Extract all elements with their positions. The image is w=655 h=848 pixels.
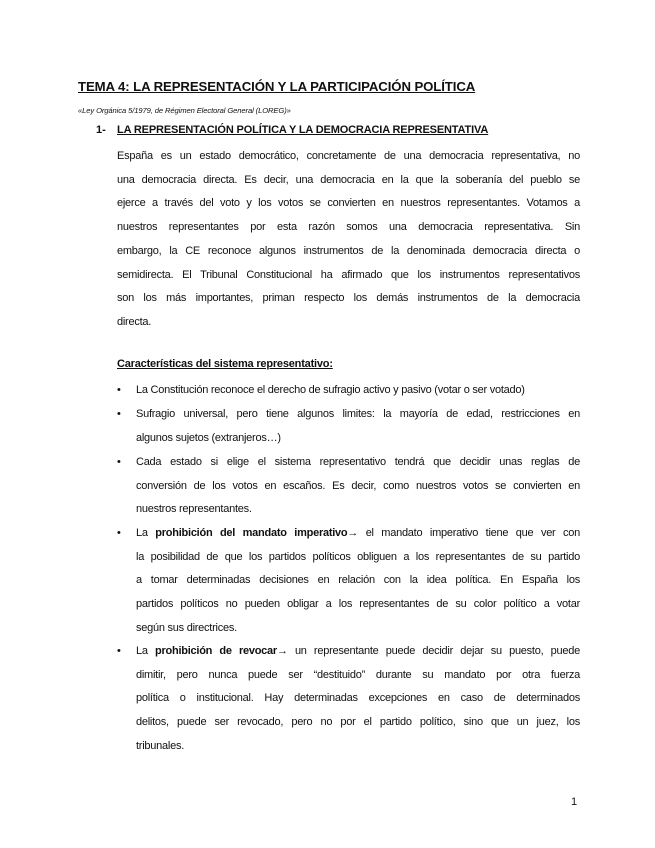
bullet-line: nuestros representantes. bbox=[136, 503, 252, 516]
bullet-marker: • bbox=[117, 408, 121, 420]
characteristics-heading: Características del sistema representativo: bbox=[117, 358, 333, 370]
bullet-line: a tomar determinadas decisiones en relación con la idea política. En España los bbox=[136, 574, 580, 587]
bullet-marker: • bbox=[117, 384, 121, 396]
bullet-marker: • bbox=[117, 645, 121, 657]
bullet-line: conversión de los votos en escaños. Es decir, como nuestros votos se convierten en bbox=[136, 479, 580, 492]
bullet-bold-term: prohibición de revocar bbox=[155, 645, 277, 657]
bullet-bold-term: prohibición del mandato imperativo bbox=[155, 527, 348, 539]
paragraph-line: nuestros representantes por esta razón somos una democracia representativa. Sin bbox=[117, 221, 580, 234]
paragraph-line: directa. bbox=[117, 315, 152, 328]
section-number: 1- bbox=[96, 124, 106, 136]
bullet-line: Sufragio universal, pero tiene algunos limites: la mayoría de edad, restricciones en bbox=[136, 408, 580, 420]
bullet-line: política o institucional. Hay determinadas excepciones en caso de determinados bbox=[136, 692, 580, 705]
bullet-line: según sus directrices. bbox=[136, 621, 237, 634]
bullet-lead: La bbox=[136, 527, 148, 539]
bullet-line: delitos, puede ser revocado, pero no por el partido político, sino que un juez, los bbox=[136, 716, 580, 729]
bullet-line: algunos sujetos (extranjeros…) bbox=[136, 431, 281, 444]
bullet-line: tribunales. bbox=[136, 739, 185, 752]
bullet-first-line bbox=[136, 643, 580, 659]
paragraph-line: ejerce a través del voto y los votos se convierten en nuestros representantes. Votamos a bbox=[117, 197, 580, 210]
bullet-first-rest: → el mandato imperativo tiene que ver con bbox=[347, 527, 580, 539]
document-title: TEMA 4: LA REPRESENTACIÓN Y LA PARTICIPACIÓN POLÍTICA bbox=[78, 79, 476, 94]
bullet-marker: • bbox=[117, 527, 121, 539]
bullet-line: la posibilidad de que los partidos políticos obliguen a los representantes de su partido bbox=[136, 550, 580, 563]
paragraph-line: España es un estado democrático, concretamente de una democracia representativa, no bbox=[117, 150, 580, 162]
bullet-line: partidos políticos no pueden obligar a los representantes de su color político a votar bbox=[136, 598, 580, 611]
paragraph-line: son los más importantes, priman respecto los demás instrumentos de la democracia bbox=[117, 292, 580, 305]
bullet-line: dimitir, pero nunca puede ser “destituido” durante su mandato por otra fuerza bbox=[136, 668, 580, 681]
page-number: 1 bbox=[571, 796, 578, 808]
bullet-lead: La bbox=[136, 645, 148, 657]
section-title: LA REPRESENTACIÓN POLÍTICA Y LA DEMOCRACIA REPRESENTATIVA bbox=[117, 124, 489, 136]
bullet-line: La Constitución reconoce el derecho de sufragio activo y pasivo (votar o ser votado) bbox=[136, 384, 525, 396]
bullet-first-line bbox=[136, 525, 580, 541]
paragraph-line: semidirecta. El Tribunal Constitucional ha afirmado que los instrumentos representativos bbox=[117, 268, 580, 281]
bullet-line: Cada estado si elige el sistema representativo tendrá que decidir unas reglas de bbox=[136, 456, 580, 468]
paragraph-line: una democracia directa. Es decir, una democracia en la que la soberanía del pueblo se bbox=[117, 173, 580, 186]
bullet-first-rest: → un representante puede decidir dejar su puesto, puede bbox=[276, 645, 580, 657]
paragraph-line: embargo, la CE reconoce algunos instrumentos de la denominada democracia directa o bbox=[117, 244, 580, 257]
document-subtitle: «Ley Orgánica 5/1979, de Régimen Electoral General (LOREG)» bbox=[78, 106, 291, 115]
bullet-marker: • bbox=[117, 456, 121, 468]
